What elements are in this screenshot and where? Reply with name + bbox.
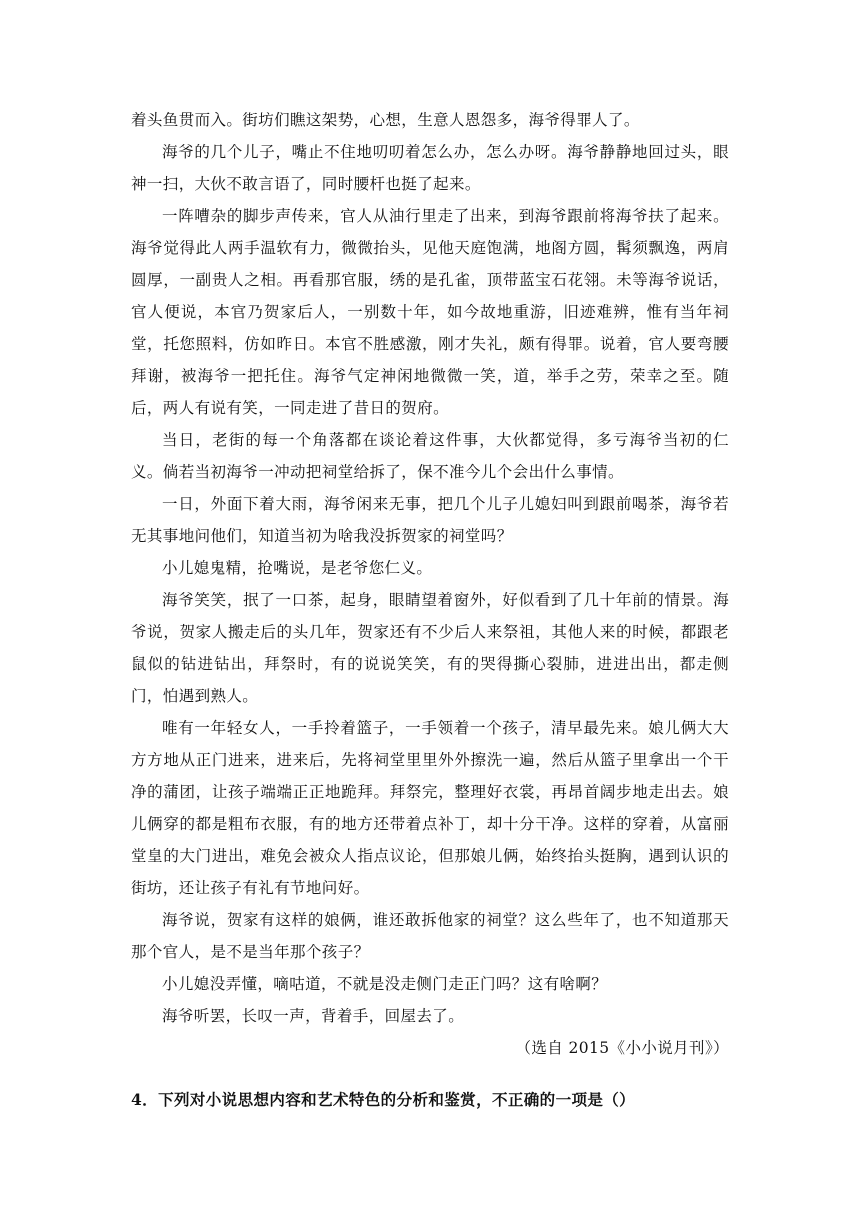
paragraph: 海爷说，贺家有这样的娘俩，谁还敢拆他家的祠堂？这么些年了，也不知道那天那个官人，是不是当年那个孩子？ [131,911,729,961]
paragraph: 海爷的几个儿子，嘴止不住地叨叨着怎么办，怎么办呀。海爷静静地回过头，眼神一扫，大伙不敢言语了，同时腰杆也挺了起来。 [131,143,729,193]
paragraph: 唯有一年轻女人，一手拎着篮子，一手领着一个孩子，清早最先来。娘儿俩大大方方地从正门进来，进来后，先将祠堂里里外外擦洗一遍，然后从篮子里拿出一个干净的蒲团，让孩子端端正正地跪拜。拜祭完，整理好衣裳，再昂首阔步地走出去。娘儿俩穿的都是粗布衣服，有的地方还带着点补丁，却十分干净。这样的穿着，从富丽堂皇的大门进出，难免会被众人指点议论，但那娘儿俩，始终抬头挺胸，遇到认识的街坊，还让孩子有礼有节地问好。 [131,719,729,897]
article-body [131,104,729,1064]
paragraph: 当日，老街的每一个角落都在谈论着这件事，大伙都觉得，多亏海爷当初的仁义。倘若当初海爷一冲动把祠堂给拆了，保不准今儿个会出什么事情。 [131,431,729,481]
paragraph: 海爷笑笑，抿了一口茶，起身，眼睛望着窗外，好似看到了几十年前的情景。海爷说，贺家人搬走后的头几年，贺家还有不少后人来祭祖，其他人来的时候，都跟老鼠似的钻进钻出，拜祭时，有的说说笑笑，有的哭得撕心裂肺，进进出出，都走侧门，怕遇到熟人。 [131,591,729,705]
question-4: 4．下列对小说思想内容和艺术特色的分析和鉴赏，不正确的一项是（） [131,1090,636,1109]
paragraph-continuation: 着头鱼贯而入。街坊们瞧这架势，心想，生意人恩怨多，海爷得罪人了。 [131,111,640,129]
paragraph: 小儿媳没弄懂，嘀咕道，不就是没走侧门走正门吗？这有啥啊？ [162,975,608,993]
source-citation: （选自 2015《小小说月刊》） [515,1039,729,1057]
paragraph: 一日，外面下着大雨，海爷闲来无事，把几个儿子儿媳妇叫到跟前喝茶，海爷若无其事地问他们，知道当初为啥我没拆贺家的祠堂吗？ [131,495,729,545]
paragraph: 海爷听罢，长叹一声，背着手，回屋去了。 [162,1007,465,1025]
paragraph: 小儿媳鬼精，抢嘴说，是老爷您仁义。 [162,559,433,577]
paragraph: 一阵嘈杂的脚步声传来，官人从油行里走了出来，到海爷跟前将海爷扶了起来。海爷觉得此人两手温软有力，微微抬头，见他天庭饱满，地阁方圆，髯须飘逸，两肩圆厚，一副贵人之相。再看那官服，绣的是孔雀，顶带蓝宝石花翎。未等海爷说话，官人便说，本官乃贺家后人，一别数十年，如今故地重游，旧迹难辨，惟有当年祠堂，托您照料，仿如昨日。本官不胜感激，刚才失礼，颇有得罪。说着，官人要弯腰拜谢，被海爷一把托住。海爷气定神闲地微微一笑，道，举手之劳，荣幸之至。随后，两人有说有笑，一同走进了昔日的贺府。 [131,207,729,417]
